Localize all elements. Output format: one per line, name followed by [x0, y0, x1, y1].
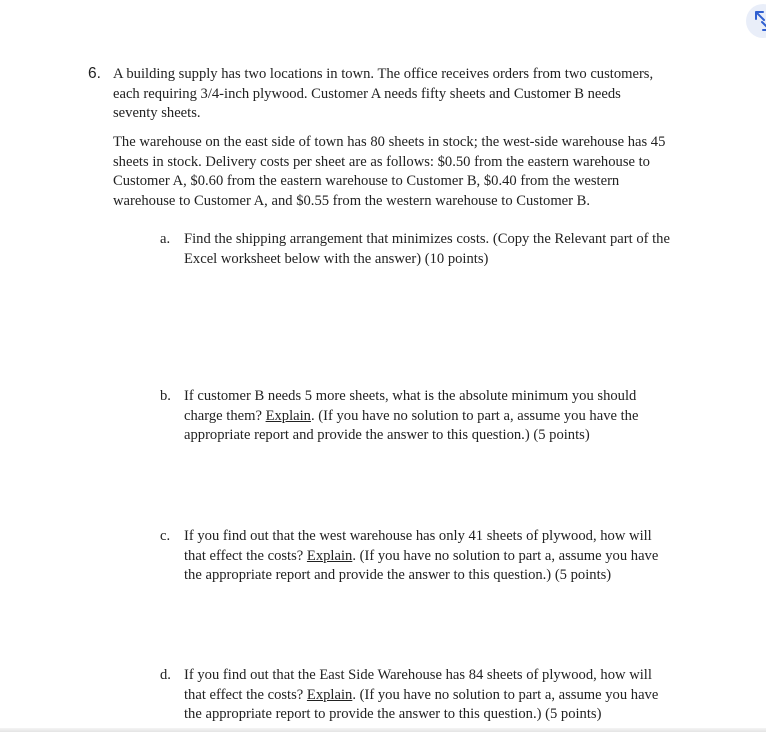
part-line: Excel worksheet below with the answer) (10 points)	[184, 250, 489, 267]
part-line: If you find out that the East Side Warehouse has 84 sheets of plywood, how will	[184, 667, 652, 683]
explain-underlined: Explain	[265, 407, 311, 424]
part-line	[184, 407, 638, 427]
part-line: the appropriate report to provide the answer to this question.) (5 points)	[184, 706, 602, 722]
intro-line: seventy sheets.	[113, 105, 201, 121]
explain-underlined: Explain	[306, 547, 353, 564]
question-number: 6.	[88, 65, 101, 82]
part-d-letter: d.	[160, 667, 171, 683]
part-b-text	[184, 387, 638, 446]
part-a-letter: a.	[160, 231, 171, 247]
details-line: sheets in stock. Delivery costs per sheet are as follows: $0.50 from the eastern warehouse to	[113, 153, 650, 170]
part-d-text	[184, 666, 658, 725]
part-c-letter: c.	[160, 528, 171, 544]
part-line: Find the shipping arrangement that minimizes costs. (Copy the Relevant part of the	[184, 231, 670, 247]
intro-line: each requiring 3/4-inch plywood. Customer A needs fifty sheets and Customer B needs	[113, 85, 621, 102]
part-line: If you find out that the west warehouse has only 41 sheets of plywood, how will	[184, 528, 652, 544]
page-bottom-divider	[0, 728, 766, 732]
part-a-text	[184, 230, 670, 269]
question-details	[113, 133, 713, 211]
part-line-segment: . (If you have no solution to part a, assume you have the	[310, 407, 639, 424]
question-intro	[113, 65, 713, 124]
part-line-segment: charge them?	[184, 407, 266, 424]
part-line: If customer B needs 5 more sheets, what is the absolute minimum you should	[184, 388, 637, 404]
part-line	[184, 547, 658, 567]
part-line-segment: . (If you have no solution to part a, assume you have	[352, 686, 659, 703]
part-c-text	[184, 527, 658, 586]
details-line: The warehouse on the east side of town has 80 sheets in stock; the west-side warehouse has 45	[113, 134, 666, 150]
explain-underlined: Explain	[306, 686, 353, 703]
part-b-letter: b.	[160, 388, 171, 404]
part-line-segment: that effect the costs?	[184, 547, 307, 564]
details-line: Customer A, $0.60 from the eastern warehouse to Customer B, $0.40 from the western	[113, 173, 620, 189]
part-line: appropriate report and provide the answer to this question.) (5 points)	[184, 427, 590, 443]
part-line	[184, 686, 658, 706]
part-line: the appropriate report and provide the answer to this question.) (5 points)	[184, 567, 612, 583]
expand-arrows-icon	[754, 10, 766, 32]
expand-button[interactable]	[746, 4, 766, 38]
part-line-segment: . (If you have no solution to part a, assume you have	[352, 547, 659, 564]
part-line-segment: that effect the costs?	[184, 686, 307, 703]
intro-line: A building supply has two locations in town. The office receives orders from two customers,	[113, 66, 654, 82]
details-line: warehouse to Customer A, and $0.55 from the western warehouse to Customer B.	[113, 192, 591, 209]
